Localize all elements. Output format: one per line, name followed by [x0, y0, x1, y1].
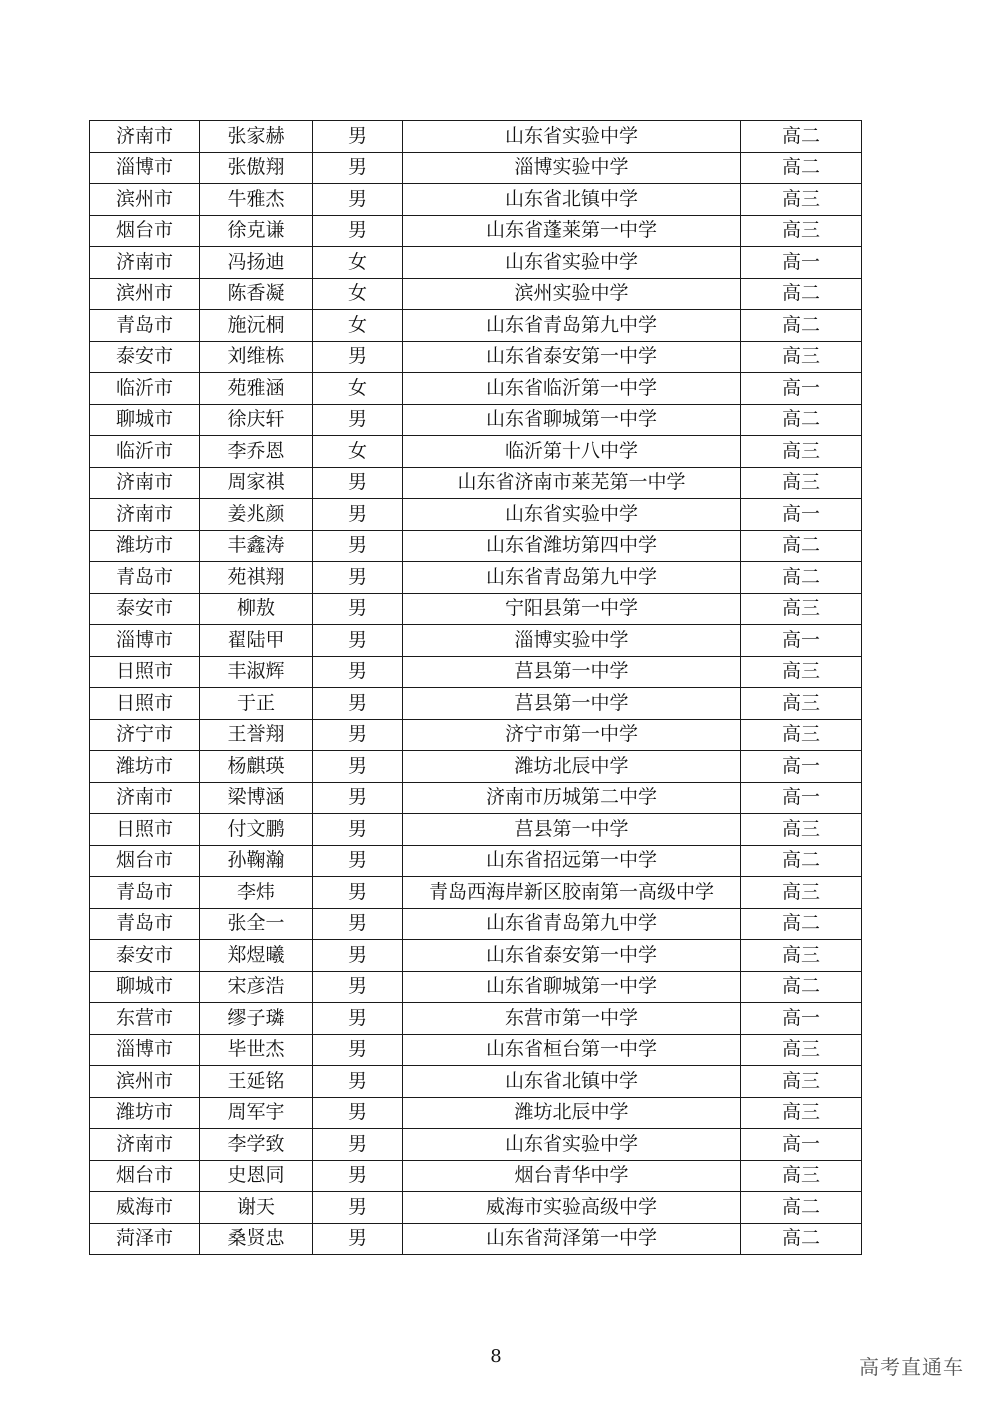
school-cell: 山东省青岛第九中学 [403, 562, 741, 594]
gender-cell: 男 [313, 719, 403, 751]
name-cell: 柳敖 [200, 593, 313, 625]
school-cell: 滨州实验中学 [403, 278, 741, 310]
gender-cell: 男 [313, 467, 403, 499]
page-number: 8 [490, 1346, 502, 1367]
grade-cell: 高二 [741, 1192, 862, 1224]
roster-body [90, 121, 862, 1255]
name-cell: 李乔恩 [200, 436, 313, 468]
city-cell: 日照市 [90, 688, 200, 720]
table-row [90, 436, 862, 468]
school-cell: 山东省菏泽第一中学 [403, 1223, 741, 1255]
school-cell: 济南市历城第二中学 [403, 782, 741, 814]
school-cell: 东营市第一中学 [403, 1003, 741, 1035]
city-cell: 淄博市 [90, 152, 200, 184]
school-cell: 山东省青岛第九中学 [403, 310, 741, 342]
name-cell: 于正 [200, 688, 313, 720]
table-row [90, 877, 862, 909]
city-cell: 青岛市 [90, 877, 200, 909]
grade-cell: 高一 [741, 499, 862, 531]
table-row [90, 1192, 862, 1224]
grade-cell: 高二 [741, 152, 862, 184]
name-cell: 徐庆轩 [200, 404, 313, 436]
school-cell: 山东省泰安第一中学 [403, 341, 741, 373]
city-cell: 济南市 [90, 782, 200, 814]
school-cell: 山东省桓台第一中学 [403, 1034, 741, 1066]
city-cell: 泰安市 [90, 940, 200, 972]
name-cell: 史恩同 [200, 1160, 313, 1192]
gender-cell: 男 [313, 782, 403, 814]
table-row [90, 751, 862, 783]
table-row [90, 562, 862, 594]
city-cell: 临沂市 [90, 436, 200, 468]
city-cell: 济南市 [90, 121, 200, 153]
gender-cell: 男 [313, 688, 403, 720]
name-cell: 徐克谦 [200, 215, 313, 247]
city-cell: 东营市 [90, 1003, 200, 1035]
school-cell: 山东省北镇中学 [403, 184, 741, 216]
name-cell: 施沅桐 [200, 310, 313, 342]
grade-cell: 高三 [741, 877, 862, 909]
gender-cell: 男 [313, 152, 403, 184]
gender-cell: 男 [313, 751, 403, 783]
name-cell: 丰鑫涛 [200, 530, 313, 562]
table-row [90, 719, 862, 751]
city-cell: 潍坊市 [90, 1097, 200, 1129]
gender-cell: 女 [313, 247, 403, 279]
city-cell: 泰安市 [90, 341, 200, 373]
name-cell: 梁博涵 [200, 782, 313, 814]
table-row [90, 814, 862, 846]
school-cell: 宁阳县第一中学 [403, 593, 741, 625]
school-cell: 山东省泰安第一中学 [403, 940, 741, 972]
gender-cell: 男 [313, 1003, 403, 1035]
gender-cell: 男 [313, 341, 403, 373]
city-cell: 潍坊市 [90, 530, 200, 562]
name-cell: 周军宇 [200, 1097, 313, 1129]
table-row [90, 341, 862, 373]
table-row [90, 1223, 862, 1255]
school-cell: 山东省济南市莱芜第一中学 [403, 467, 741, 499]
gender-cell: 男 [313, 404, 403, 436]
table-row [90, 310, 862, 342]
city-cell: 滨州市 [90, 1066, 200, 1098]
table-row [90, 373, 862, 405]
table-row [90, 152, 862, 184]
table-row [90, 184, 862, 216]
school-cell: 临沂第十八中学 [403, 436, 741, 468]
city-cell: 济南市 [90, 499, 200, 531]
gender-cell: 男 [313, 1097, 403, 1129]
table-row [90, 1160, 862, 1192]
city-cell: 青岛市 [90, 310, 200, 342]
city-cell: 青岛市 [90, 908, 200, 940]
school-cell: 莒县第一中学 [403, 656, 741, 688]
grade-cell: 高三 [741, 184, 862, 216]
grade-cell: 高三 [741, 1034, 862, 1066]
table-row [90, 530, 862, 562]
city-cell: 威海市 [90, 1192, 200, 1224]
table-row [90, 215, 862, 247]
table-row [90, 940, 862, 972]
school-cell: 山东省实验中学 [403, 247, 741, 279]
school-cell: 山东省实验中学 [403, 121, 741, 153]
name-cell: 张全一 [200, 908, 313, 940]
school-cell: 莒县第一中学 [403, 814, 741, 846]
grade-cell: 高三 [741, 436, 862, 468]
name-cell: 苑祺翔 [200, 562, 313, 594]
city-cell: 菏泽市 [90, 1223, 200, 1255]
table-row [90, 1129, 862, 1161]
grade-cell: 高三 [741, 467, 862, 499]
student-roster-table [89, 120, 862, 1255]
school-cell: 烟台青华中学 [403, 1160, 741, 1192]
city-cell: 青岛市 [90, 562, 200, 594]
grade-cell: 高三 [741, 719, 862, 751]
gender-cell: 男 [313, 971, 403, 1003]
grade-cell: 高二 [741, 971, 862, 1003]
gender-cell: 女 [313, 436, 403, 468]
city-cell: 济宁市 [90, 719, 200, 751]
city-cell: 滨州市 [90, 184, 200, 216]
table-row [90, 1066, 862, 1098]
name-cell: 付文鹏 [200, 814, 313, 846]
city-cell: 泰安市 [90, 593, 200, 625]
school-cell: 潍坊北辰中学 [403, 1097, 741, 1129]
grade-cell: 高二 [741, 530, 862, 562]
school-cell: 潍坊北辰中学 [403, 751, 741, 783]
name-cell: 李炜 [200, 877, 313, 909]
grade-cell: 高一 [741, 373, 862, 405]
school-cell: 山东省北镇中学 [403, 1066, 741, 1098]
name-cell: 谢天 [200, 1192, 313, 1224]
school-cell: 淄博实验中学 [403, 152, 741, 184]
table-row [90, 1034, 862, 1066]
school-cell: 山东省实验中学 [403, 499, 741, 531]
name-cell: 张家赫 [200, 121, 313, 153]
grade-cell: 高二 [741, 404, 862, 436]
table-row [90, 1097, 862, 1129]
gender-cell: 男 [313, 656, 403, 688]
table-row [90, 782, 862, 814]
school-cell: 山东省潍坊第四中学 [403, 530, 741, 562]
city-cell: 济南市 [90, 247, 200, 279]
city-cell: 聊城市 [90, 971, 200, 1003]
table-row [90, 971, 862, 1003]
gender-cell: 女 [313, 373, 403, 405]
grade-cell: 高三 [741, 341, 862, 373]
school-cell: 莒县第一中学 [403, 688, 741, 720]
name-cell: 姜兆颜 [200, 499, 313, 531]
grade-cell: 高三 [741, 656, 862, 688]
name-cell: 孙鞠瀚 [200, 845, 313, 877]
gender-cell: 男 [313, 625, 403, 657]
school-cell: 山东省实验中学 [403, 1129, 741, 1161]
name-cell: 杨麒瑛 [200, 751, 313, 783]
table-row [90, 656, 862, 688]
gender-cell: 男 [313, 562, 403, 594]
city-cell: 潍坊市 [90, 751, 200, 783]
school-cell: 山东省聊城第一中学 [403, 971, 741, 1003]
school-cell: 济宁市第一中学 [403, 719, 741, 751]
table-row [90, 593, 862, 625]
gender-cell: 女 [313, 278, 403, 310]
grade-cell: 高一 [741, 625, 862, 657]
city-cell: 烟台市 [90, 1160, 200, 1192]
name-cell: 周家祺 [200, 467, 313, 499]
grade-cell: 高一 [741, 782, 862, 814]
name-cell: 冯扬迪 [200, 247, 313, 279]
name-cell: 王誉翔 [200, 719, 313, 751]
gender-cell: 男 [313, 1160, 403, 1192]
gender-cell: 男 [313, 121, 403, 153]
table-row [90, 688, 862, 720]
gender-cell: 男 [313, 845, 403, 877]
grade-cell: 高三 [741, 1097, 862, 1129]
gender-cell: 男 [313, 814, 403, 846]
city-cell: 聊城市 [90, 404, 200, 436]
table-row [90, 845, 862, 877]
grade-cell: 高二 [741, 845, 862, 877]
grade-cell: 高一 [741, 751, 862, 783]
school-cell: 青岛西海岸新区胶南第一高级中学 [403, 877, 741, 909]
name-cell: 桑贤忠 [200, 1223, 313, 1255]
name-cell: 毕世杰 [200, 1034, 313, 1066]
table-row [90, 247, 862, 279]
gender-cell: 男 [313, 1223, 403, 1255]
name-cell: 缪子璘 [200, 1003, 313, 1035]
grade-cell: 高三 [741, 215, 862, 247]
city-cell: 济南市 [90, 1129, 200, 1161]
gender-cell: 男 [313, 908, 403, 940]
gender-cell: 男 [313, 940, 403, 972]
school-cell: 淄博实验中学 [403, 625, 741, 657]
grade-cell: 高二 [741, 1223, 862, 1255]
table-row [90, 467, 862, 499]
school-cell: 山东省聊城第一中学 [403, 404, 741, 436]
gender-cell: 男 [313, 1066, 403, 1098]
grade-cell: 高二 [741, 310, 862, 342]
table-row [90, 908, 862, 940]
grade-cell: 高一 [741, 1129, 862, 1161]
grade-cell: 高三 [741, 688, 862, 720]
grade-cell: 高三 [741, 940, 862, 972]
gender-cell: 男 [313, 499, 403, 531]
city-cell: 淄博市 [90, 1034, 200, 1066]
name-cell: 宋彦浩 [200, 971, 313, 1003]
city-cell: 滨州市 [90, 278, 200, 310]
grade-cell: 高二 [741, 562, 862, 594]
table-row [90, 121, 862, 153]
grade-cell: 高三 [741, 814, 862, 846]
school-cell: 威海市实验高级中学 [403, 1192, 741, 1224]
grade-cell: 高一 [741, 247, 862, 279]
name-cell: 翟陆甲 [200, 625, 313, 657]
name-cell: 刘维栋 [200, 341, 313, 373]
name-cell: 郑煜曦 [200, 940, 313, 972]
name-cell: 王延铭 [200, 1066, 313, 1098]
watermark-text: 高考直通车 [859, 1355, 964, 1379]
grade-cell: 高二 [741, 121, 862, 153]
table-row [90, 404, 862, 436]
city-cell: 日照市 [90, 814, 200, 846]
name-cell: 陈香凝 [200, 278, 313, 310]
name-cell: 张傲翔 [200, 152, 313, 184]
grade-cell: 高二 [741, 278, 862, 310]
grade-cell: 高三 [741, 593, 862, 625]
city-cell: 烟台市 [90, 215, 200, 247]
grade-cell: 高一 [741, 1003, 862, 1035]
school-cell: 山东省招远第一中学 [403, 845, 741, 877]
grade-cell: 高二 [741, 908, 862, 940]
table-row [90, 499, 862, 531]
table-row [90, 1003, 862, 1035]
gender-cell: 男 [313, 184, 403, 216]
school-cell: 山东省青岛第九中学 [403, 908, 741, 940]
name-cell: 李学致 [200, 1129, 313, 1161]
gender-cell: 男 [313, 593, 403, 625]
gender-cell: 男 [313, 1129, 403, 1161]
grade-cell: 高三 [741, 1160, 862, 1192]
school-cell: 山东省蓬莱第一中学 [403, 215, 741, 247]
city-cell: 日照市 [90, 656, 200, 688]
gender-cell: 男 [313, 215, 403, 247]
gender-cell: 男 [313, 530, 403, 562]
name-cell: 苑雅涵 [200, 373, 313, 405]
name-cell: 丰淑辉 [200, 656, 313, 688]
gender-cell: 男 [313, 1034, 403, 1066]
gender-cell: 男 [313, 877, 403, 909]
school-cell: 山东省临沂第一中学 [403, 373, 741, 405]
name-cell: 牛雅杰 [200, 184, 313, 216]
city-cell: 济南市 [90, 467, 200, 499]
gender-cell: 男 [313, 1192, 403, 1224]
gender-cell: 女 [313, 310, 403, 342]
city-cell: 临沂市 [90, 373, 200, 405]
city-cell: 淄博市 [90, 625, 200, 657]
table-row [90, 278, 862, 310]
table-row [90, 625, 862, 657]
city-cell: 烟台市 [90, 845, 200, 877]
grade-cell: 高三 [741, 1066, 862, 1098]
